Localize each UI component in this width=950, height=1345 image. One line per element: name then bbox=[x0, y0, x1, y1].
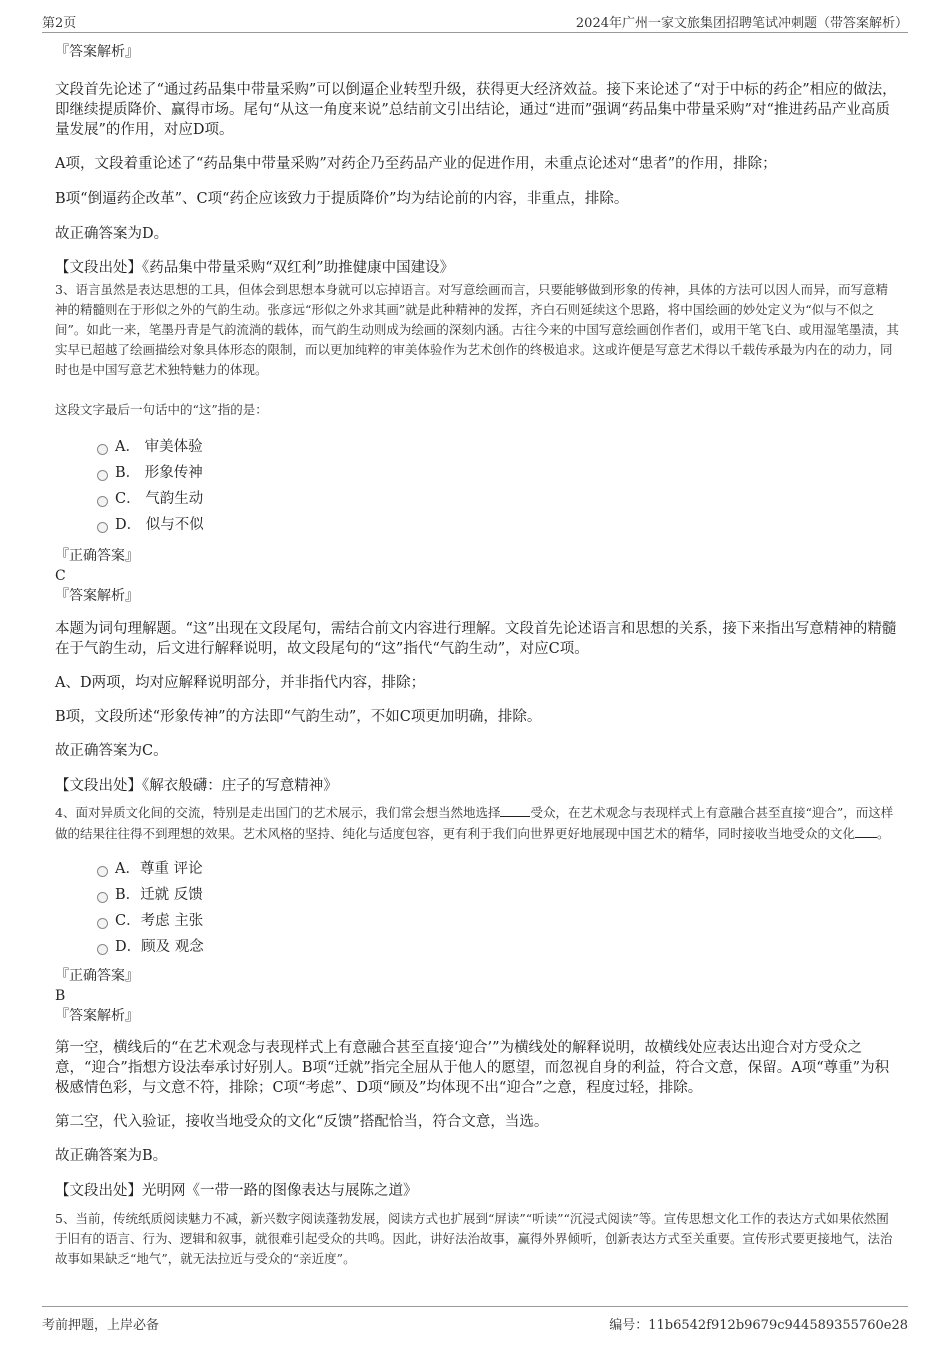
option-d[interactable]: D．顾及 观念 bbox=[55, 934, 900, 960]
footer-slogan: 考前押题，上岸必备 bbox=[42, 1318, 160, 1333]
question-prompt: 这段文字最后一句话中的“这”指的是： bbox=[55, 402, 268, 417]
page-content bbox=[55, 42, 900, 1269]
document-title: 2024年广州一家文旅集团招聘笔试冲刺题（带答案解析） bbox=[575, 16, 908, 31]
correct-answer: C bbox=[55, 568, 66, 584]
analysis-paragraph: B项“倒逼药企改革”、C项“药企应该致力于提质降价”均为结论前的内容，非重点，排除。 bbox=[55, 191, 629, 207]
document-code: 编号：11b6542f912b9679c944589355760e28 bbox=[609, 1318, 908, 1333]
source-citation: 【文段出处】光明网《一带一路的图像表达与展陈之道》 bbox=[55, 1183, 418, 1199]
source-citation: 【文段出处】《解衣般礴：庄子的写意精神》 bbox=[55, 778, 338, 794]
option-d[interactable]: D． 似与不似 bbox=[55, 512, 900, 538]
source-citation: 【文段出处】《药品集中带量采购“双红利”助推健康中国建设》 bbox=[55, 260, 455, 276]
option-list bbox=[55, 434, 900, 538]
analysis-paragraph: 第一空，横线后的“在艺术观念与表现样式上有意融合甚至直接‘迎合’”为横线处的解释说明，故横线处应表达出迎合对方受众之意，“迎合”指想方设法奉承讨好别人。B项“迁就”指完全屈从于他人的愿望，而忽视自身的利益，符合文意，保留。A项“尊重”为积极感情色彩，与文意不符，排除；C项“考虑”、D项“顾及”均体现不出“迎合”之意，程度过轻，排除。 bbox=[55, 1040, 890, 1096]
radio-icon[interactable] bbox=[97, 470, 108, 481]
analysis-paragraph: A项，文段着重论述了“药品集中带量采购”对药企乃至药品产业的促进作用，未重点论述对“患者”的作用，排除； bbox=[55, 156, 777, 172]
conclusion: 故正确答案为D。 bbox=[55, 226, 169, 242]
conclusion: 故正确答案为C。 bbox=[55, 743, 168, 759]
question-2-analysis bbox=[55, 42, 900, 278]
question-stem: 5、当前，传统纸质阅读魅力不减，新兴数字阅读蓬勃发展，阅读方式也扩展到“屏读”“听读”“沉浸式阅读”等。宣传思想文化工作的表达方式如果依然囿于旧有的语言、行为、逻辑和叙事，就很难引起受众的共鸣。因此，讲好法治故事，赢得外界倾听，创新表达方式至关重要。宣传形式要更接地气，法治故事如果缺乏“地气”，就无法拉近与受众的“亲近度”。 bbox=[55, 1211, 893, 1266]
analysis-label: 『答案解析』 bbox=[55, 1008, 139, 1024]
radio-icon[interactable] bbox=[97, 444, 108, 455]
radio-icon[interactable] bbox=[97, 496, 108, 507]
option-list bbox=[55, 856, 900, 960]
analysis-paragraph: 文段首先论述了“通过药品集中带量采购”可以倒逼企业转型升级，获得更大经济效益。接下来论述了“对于中标的药企”相应的做法，即继续提质降价、赢得市场。尾句“从这一角度来说”总结前文引出结论，通过“进而”强调“药品集中带量采购”对“推进药品产业高质量发展”的作用，对应D项。 bbox=[55, 82, 897, 138]
page-footer bbox=[42, 1306, 908, 1337]
answer-label: 『正确答案』 bbox=[55, 548, 139, 564]
option-c[interactable]: C．考虑 主张 bbox=[55, 908, 900, 934]
blank-line bbox=[855, 823, 877, 838]
analysis-paragraph: 本题为词句理解题。“这”出现在文段尾句，需结合前文内容进行理解。文段首先论述语言和思想的关系，接下来指出写意精神的精髓在于气韵生动，后文进行解释说明，故文段尾句的“这”指代“气韵生动”，对应C项。 bbox=[55, 621, 897, 657]
radio-icon[interactable] bbox=[97, 866, 108, 877]
option-a[interactable]: A． 审美体验 bbox=[55, 434, 900, 460]
analysis-label: 『答案解析』 bbox=[55, 44, 139, 60]
question-3 bbox=[55, 280, 900, 796]
radio-icon[interactable] bbox=[97, 892, 108, 903]
option-b[interactable]: B． 形象传神 bbox=[55, 460, 900, 486]
question-4 bbox=[55, 802, 900, 1201]
conclusion: 故正确答案为B。 bbox=[55, 1148, 168, 1164]
radio-icon[interactable] bbox=[97, 944, 108, 955]
page-header bbox=[42, 10, 908, 33]
analysis-paragraph: B项，文段所述“形象传神”的方法即“气韵生动”，不如C项更加明确，排除。 bbox=[55, 709, 542, 725]
analysis-paragraph: A、D两项，均对应解释说明部分，并非指代内容，排除； bbox=[55, 675, 426, 691]
blank-line bbox=[500, 802, 530, 817]
radio-icon[interactable] bbox=[97, 522, 108, 533]
question-5 bbox=[55, 1209, 900, 1269]
option-c[interactable]: C． 气韵生动 bbox=[55, 486, 900, 512]
option-b[interactable]: B．迁就 反馈 bbox=[55, 882, 900, 908]
question-stem: 4、面对异质文化间的交流，特别是走出国门的艺术展示，我们常会想当然地选择 受众，在艺术观念与表现样式上有意融合甚至直接“迎合”，而这样做的结果往往得不到理想的效果。艺术风格的坚持、纯化与适度包容，更有利于我们向世界更好地展现中国艺术的精华，同时接收当地受众的文化 。 bbox=[55, 802, 900, 844]
answer-label: 『正确答案』 bbox=[55, 968, 139, 984]
question-stem: 3、语言虽然是表达思想的工具，但体会到思想本身就可以忘掉语言。对写意绘画而言，只要能够做到形象的传神，具体的方法可以因人而异，而写意精神的精髓则在于形似之外的气韵生动。张彦远“形似之外求其画”就是此种精神的发挥，齐白石则延续这个思路，将中国绘画的妙处定义为“似与不似之间”。如此一来，笔墨丹青是气韵流淌的载体，而气韵生动则成为绘画的深刻内涵。古往今来的中国写意绘画创作者们，或用干笔飞白、或用湿笔墨渍，其实早已超越了绘画描绘对象具体形态的限制，而以更加纯粹的审美体验作为艺术创作的终极追求。这或许便是写意艺术得以千载传承最为内在的动力，同时也是中国写意艺术独特魅力的体现。 bbox=[55, 282, 899, 377]
page-number: 第2页 bbox=[42, 16, 77, 31]
correct-answer: B bbox=[55, 988, 66, 1004]
analysis-paragraph: 第二空，代入验证，接收当地受众的文化“反馈”搭配恰当，符合文意，当选。 bbox=[55, 1114, 549, 1130]
analysis-label: 『答案解析』 bbox=[55, 588, 139, 604]
radio-icon[interactable] bbox=[97, 918, 108, 929]
option-a[interactable]: A．尊重 评论 bbox=[55, 856, 900, 882]
